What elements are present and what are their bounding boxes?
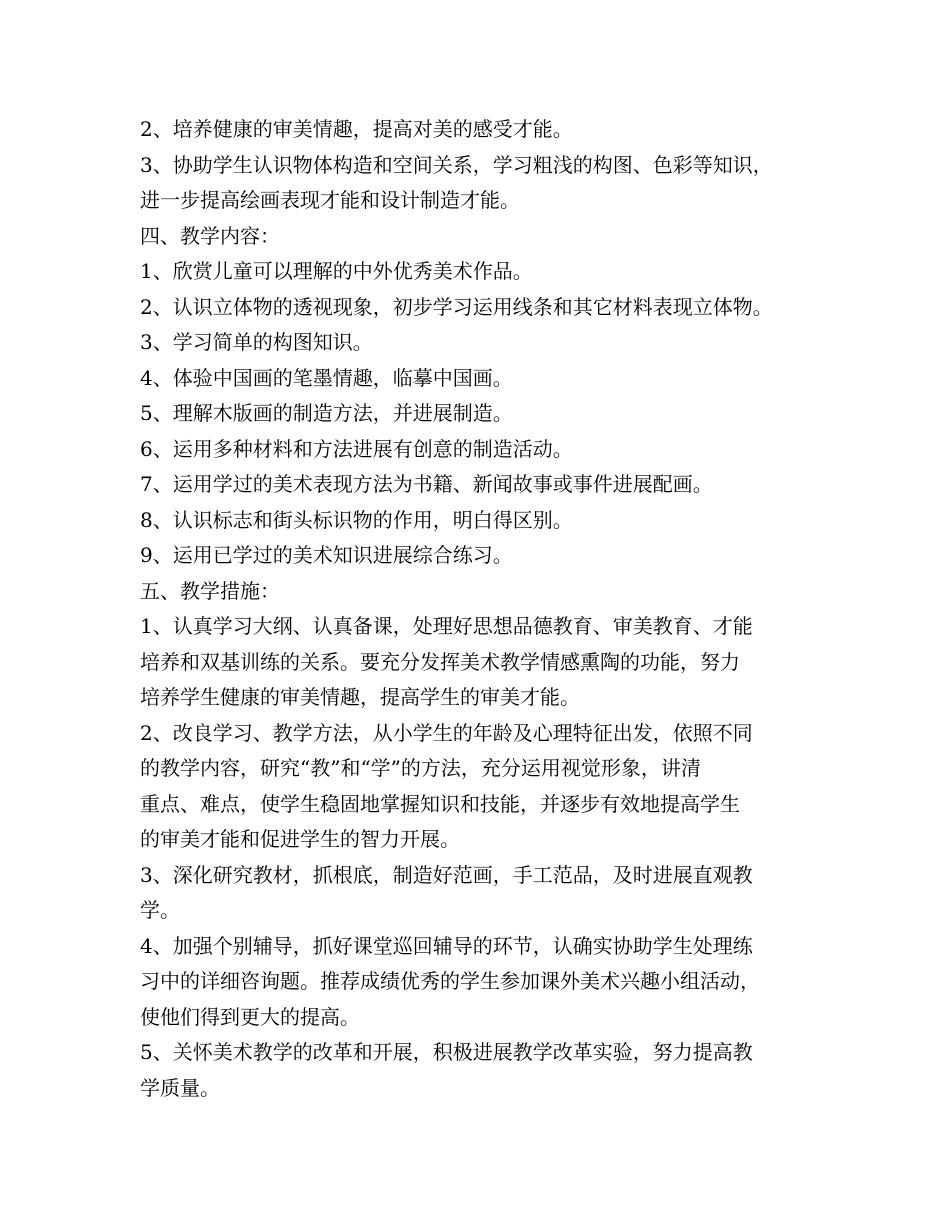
section-heading: 四、教学内容：: [140, 223, 280, 248]
document-body: [140, 112, 840, 1106]
text-line: 进一步提高绘画表现才能和设计制造才能。: [140, 188, 520, 212]
text-line: 5、关怀美术教学的改革和开展，积极进展教学改革实验，努力提高教: [140, 1040, 753, 1064]
text-line: 1、认真学习大纲、认真备课，处理好思想品德教育、审美教育、才能: [140, 614, 753, 638]
text-line: 学质量。: [140, 1075, 220, 1100]
text-line: 1、欣赏儿童可以理解的中外优秀美术作品。: [140, 259, 533, 283]
text-line: 3、协助学生认识物体构造和空间关系，学习粗浅的构图、色彩等知识，: [140, 152, 773, 177]
text-line: 培养和双基训练的关系。要充分发挥美术教学情感熏陶的功能，努力: [140, 649, 740, 674]
text-line: 3、学习简单的构图知识。: [140, 330, 373, 354]
text-line: 习中的详细咨询题。推荐成绩优秀的学生参加课外美术兴趣小组活动，: [140, 969, 760, 993]
text-line: 2、培养健康的审美情趣，提高对美的感受才能。: [140, 117, 573, 141]
text-line: 8、认识标志和街头标识物的作用，明白得区别。: [140, 507, 573, 532]
text-line: 学。: [140, 898, 180, 922]
text-line: 3、深化研究教材，抓根底，制造好范画，手工范品，及时进展直观教: [140, 862, 753, 887]
text-line: 的教学内容，研究“教”和“学”的方法，充分运用视觉形象，讲清: [140, 756, 701, 780]
text-line: 重点、难点，使学生稳固地掌握知识和技能，并逐步有效地提高学生: [140, 791, 740, 816]
text-line: 的审美才能和促进学生的智力开展。: [140, 827, 460, 851]
text-line: 2、认识立体物的透视现象，初步学习运用线条和其它材料表现立体物。: [140, 294, 773, 319]
text-line: 4、体验中国画的笔墨情趣，临摹中国画。: [140, 365, 513, 390]
text-line: 使他们得到更大的提高。: [140, 1004, 360, 1029]
text-line: 7、运用学过的美术表现方法为书籍、新闻故事或事件进展配画。: [140, 472, 713, 496]
text-line: 9、运用已学过的美术知识进展综合练习。: [140, 543, 513, 567]
text-line: 6、运用多种材料和方法进展有创意的制造活动。: [140, 436, 573, 461]
text-line: 培养学生健康的审美情趣，提高学生的审美才能。: [140, 685, 580, 709]
text-line: 5、理解木版画的制造方法，并进展制造。: [140, 401, 513, 425]
text-line: 4、加强个别辅导，抓好课堂巡回辅导的环节，认确实协助学生处理练: [140, 933, 753, 958]
text-line: 2、改良学习、教学方法，从小学生的年龄及心理特征出发，依照不同: [140, 720, 753, 745]
section-heading: 五、教学措施：: [140, 578, 280, 603]
